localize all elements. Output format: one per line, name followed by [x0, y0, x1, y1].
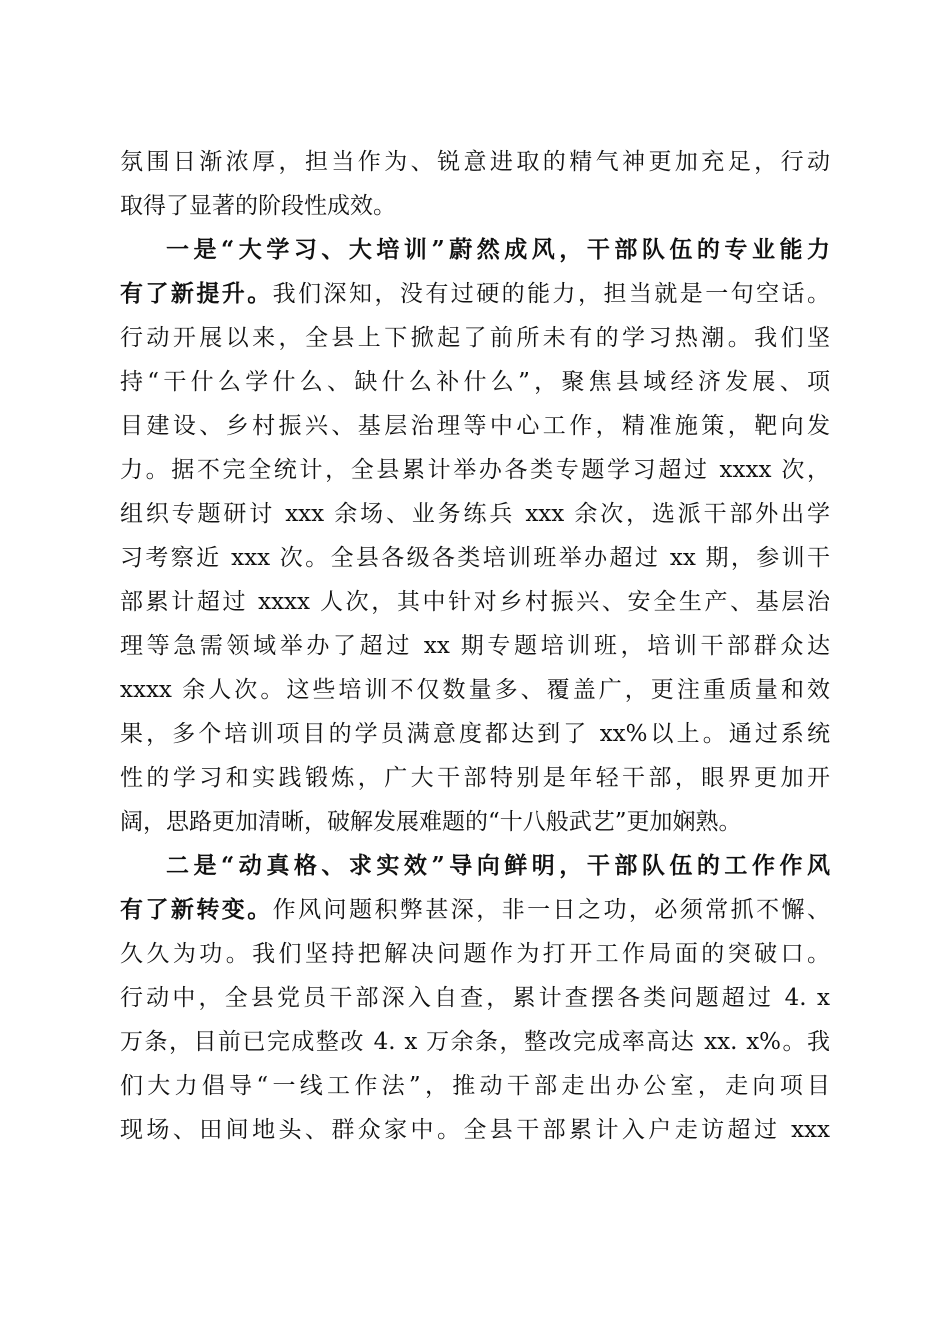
text-line: 久久为功。我们坚持把解决问题作为打开工作局面的突破口。 [120, 941, 830, 967]
text-line: 行动开展以来，全县上下掀起了前所未有的学习热潮。我们坚 [120, 325, 830, 351]
text-segment: 我们深知，没有过硬的能力，担当就是一句空话。 [272, 281, 831, 307]
section-heading-one-cont: 有了新提升。 [120, 280, 273, 307]
body-text [120, 140, 830, 1152]
text-line: 阔，思路更加清晰，破解发展难题的“十八般武艺”更加娴熟。 [120, 809, 742, 835]
text-line: xxxx 余人次。这些培训不仅数量多、覆盖广，更注重质量和效 [120, 677, 830, 703]
text-segment: 作风问题积弊甚深，非一日之功，必须常抓不懈、 [272, 897, 831, 923]
text-line: 取得了显著的阶段性成效。 [120, 193, 396, 219]
text-line [120, 888, 830, 932]
text-line: 组织专题研讨 xxx 余场、业务练兵 xxx 余次，选派干部外出学 [120, 501, 830, 527]
section-heading-two-cont: 有了新转变。 [120, 896, 273, 923]
text-line: 们大力倡导“一线工作法”，推动干部走出办公室，走向项目 [120, 1073, 830, 1099]
section-heading-one: 一是“大学习、大培训”蔚然成风，干部队伍的专业能力 [166, 236, 830, 263]
text-line: 氛围日渐浓厚，担当作为、锐意进取的精气神更加充足，行动 [120, 149, 830, 175]
section-heading-two: 二是“动真格、求实效”导向鲜明，干部队伍的工作作风 [166, 852, 830, 879]
text-line: 性的学习和实践锻炼，广大干部特别是年轻干部，眼界更加开 [120, 765, 830, 791]
text-line: 理等急需领域举办了超过 xx 期专题培训班，培训干部群众达 [120, 633, 830, 659]
text-line: 现场、田间地头、群众家中。全县干部累计入户走访超过 xxx [120, 1117, 830, 1143]
text-line: 力。据不完全统计，全县累计举办各类专题学习超过 xxxx 次， [120, 457, 830, 483]
text-line: 习考察近 xxx 次。全县各级各类培训班举办超过 xx 期，参训干 [120, 545, 830, 571]
text-line: 行动中，全县党员干部深入自查，累计查摆各类问题超过 4. x [120, 985, 830, 1011]
text-line: 万条，目前已完成整改 4. x 万余条，整改完成率高达 xx. x%。我 [120, 1029, 830, 1055]
text-line: 部累计超过 xxxx 人次，其中针对乡村振兴、安全生产、基层治 [120, 589, 830, 615]
text-line: 果，多个培训项目的学员满意度都达到了 xx%以上。通过系统 [120, 721, 830, 747]
text-line: 持“干什么学什么、缺什么补什么”，聚焦县域经济发展、项 [120, 369, 830, 395]
text-line: 目建设、乡村振兴、基层治理等中心工作，精准施策，靶向发 [120, 413, 830, 439]
text-line [120, 272, 830, 316]
